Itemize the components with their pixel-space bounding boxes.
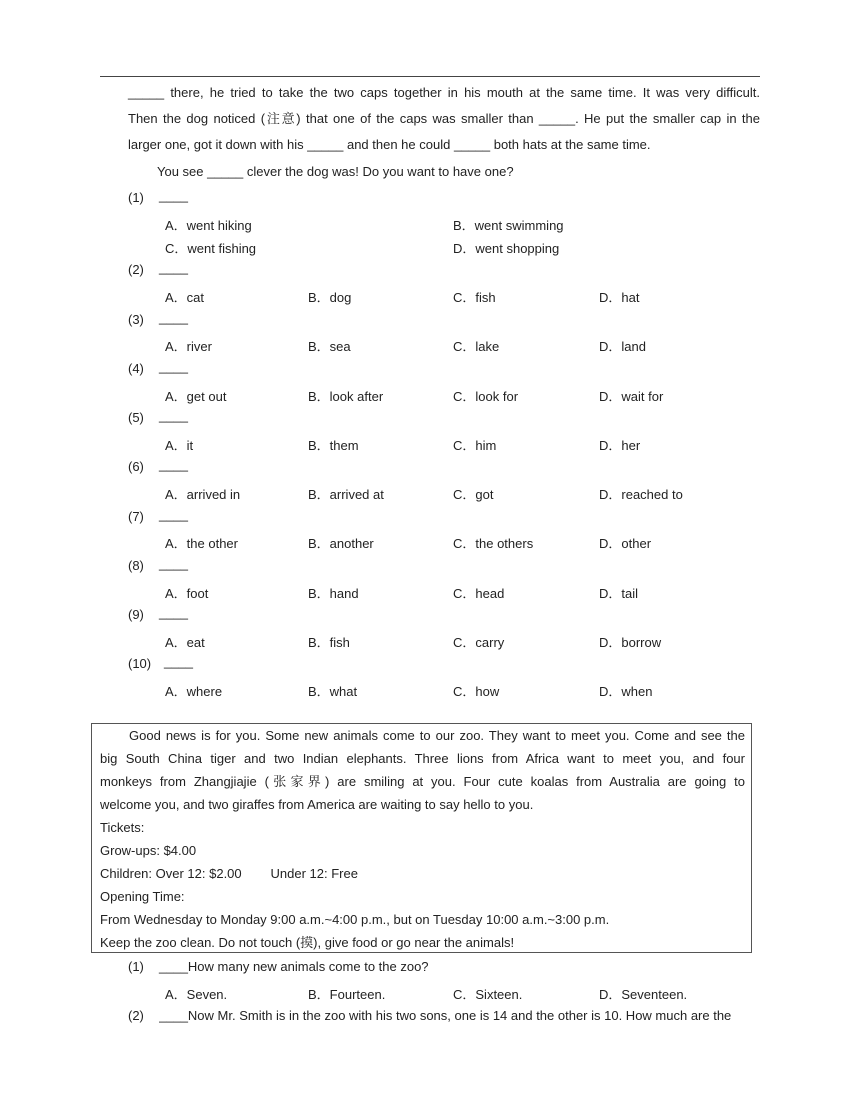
option-c: C．got (453, 487, 494, 502)
option-c: C．the others (453, 536, 534, 551)
option-b: B．Fourteen. (308, 987, 386, 1002)
notice-line: Tickets: (100, 820, 145, 835)
notice-line: welcome you, and two giraffes from America are waiting to say hello to you. (100, 797, 534, 812)
option-b: B．dog (308, 290, 352, 305)
notice-line: Opening Time: (100, 889, 185, 904)
option-d: D．her (599, 438, 641, 453)
option-d: D．land (599, 339, 646, 354)
notice-line: Good news is for you. Some new animals come to our zoo. They want to meet you. Come and see the (129, 728, 745, 743)
notice-line: Grow-ups: $4.00 (100, 843, 197, 858)
option-a: A．the other (165, 536, 238, 551)
notice-line: From Wednesday to Monday 9:00 a.m.~4:00 p.m., but on Tuesday 10:00 a.m.~3:00 p.m. (100, 912, 610, 927)
option-b: B．fish (308, 635, 350, 650)
option-c: C．how (453, 684, 500, 699)
question-number: (4) (128, 361, 144, 376)
question-text: ____Now Mr. Smith is in the zoo with his two sons, one is 14 and the other is 10. How much are the (159, 1008, 732, 1023)
question-number: (3) (128, 312, 144, 327)
option-d: D．Seventeen. (599, 987, 688, 1002)
option-c: C．head (453, 586, 505, 601)
option-b: B．went swimming (453, 218, 564, 233)
option-b: B．sea (308, 339, 351, 354)
option-b: B．hand (308, 586, 359, 601)
answer-blank: ____ (159, 408, 188, 423)
option-b: B．arrived at (308, 487, 384, 502)
notice-line: big South China tiger and two Indian elephants. Three lions from Africa want to meet you, and four (100, 751, 745, 766)
option-a: A．went hiking (165, 218, 252, 233)
question-number: (2) (128, 262, 144, 277)
question-number: (7) (128, 509, 144, 524)
option-a: A．arrived in (165, 487, 241, 502)
option-b: B．what (308, 684, 358, 699)
option-d: D．when (599, 684, 653, 699)
option-a: A．it (165, 438, 194, 453)
question-number: (5) (128, 410, 144, 425)
option-d: D．went shopping (453, 241, 560, 256)
answer-blank: ____ (159, 457, 188, 472)
answer-blank: ____ (159, 188, 188, 203)
option-b: B．another (308, 536, 374, 551)
header-rule (100, 76, 760, 77)
question-number: (1) (128, 959, 144, 974)
notice-line: monkeys from Zhangjiajie (张家界) are smiling at you. Four cute koalas from Australia are going to (100, 774, 745, 789)
option-c: C．him (453, 438, 497, 453)
option-d: D．hat (599, 290, 640, 305)
answer-blank: ____ (159, 260, 188, 275)
answer-blank: ____ (159, 507, 188, 522)
passage-line: Then the dog noticed (注意) that one of the caps was smaller than _____. He put the smaller cap in the (128, 111, 760, 126)
question-number: (10) (128, 656, 152, 671)
option-a: A．where (165, 684, 223, 699)
option-d: D．reached to (599, 487, 683, 502)
option-d: D．borrow (599, 635, 662, 650)
option-c: C．went fishing (165, 241, 257, 256)
option-a: A．eat (165, 635, 205, 650)
option-b: B．look after (308, 389, 384, 404)
question-number: (6) (128, 459, 144, 474)
option-a: A．Seven. (165, 987, 228, 1002)
question-number: (8) (128, 558, 144, 573)
option-d: D．tail (599, 586, 639, 601)
option-a: A．foot (165, 586, 209, 601)
option-d: D．other (599, 536, 652, 551)
question-number: (2) (128, 1008, 144, 1023)
answer-blank: ____ (159, 310, 188, 325)
option-a: A．river (165, 339, 212, 354)
option-c: C．fish (453, 290, 496, 305)
answer-blank: ____ (159, 556, 188, 571)
answer-blank: ____ (159, 359, 188, 374)
notice-line: Children: Over 12: $2.00 Under 12: Free (100, 866, 358, 881)
passage-line: _____ there, he tried to take the two caps together in his mouth at the same time. It was very difficult. (128, 85, 760, 100)
option-b: B．them (308, 438, 359, 453)
passage-line: larger one, got it down with his _____ and then he could _____ both hats at the same time. (128, 137, 651, 152)
option-c: C．lake (453, 339, 500, 354)
option-c: C．Sixteen. (453, 987, 523, 1002)
question-text: ____How many new animals come to the zoo? (159, 959, 429, 974)
answer-blank: ____ (159, 605, 188, 620)
answer-blank: ____ (164, 654, 193, 669)
option-c: C．look for (453, 389, 519, 404)
option-a: A．cat (165, 290, 205, 305)
passage-line: You see _____ clever the dog was! Do you want to have one? (157, 164, 514, 179)
notice-line: Keep the zoo clean. Do not touch (摸), give food or go near the animals! (100, 935, 515, 950)
option-c: C．carry (453, 635, 505, 650)
option-d: D．wait for (599, 389, 664, 404)
question-number: (1) (128, 190, 144, 205)
question-number: (9) (128, 607, 144, 622)
option-a: A．get out (165, 389, 227, 404)
